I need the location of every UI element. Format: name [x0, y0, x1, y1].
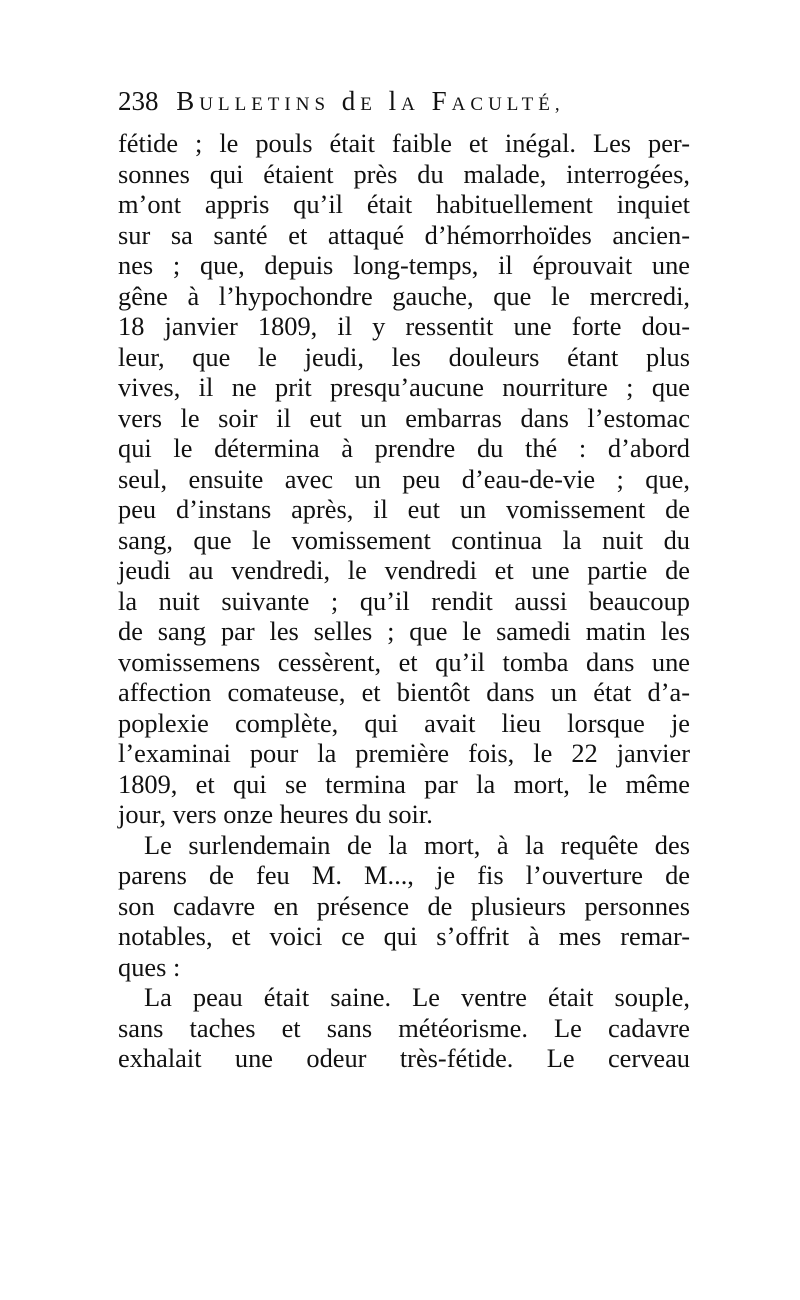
text-line: fétide ; le pouls était faible et inégal. Les per-	[118, 128, 690, 158]
text-line: vomissemens cessèrent, et qu’il tomba dans une	[118, 646, 690, 677]
text-line: poplexie complète, qui avait lieu lorsque je	[118, 707, 690, 738]
text-line: 1809, et qui se termina par la mort, le même	[118, 768, 690, 799]
text-line: vives, il ne prit presqu’aucune nourriture ; que	[118, 372, 690, 402]
text-line: la nuit suivante ; qu’il rendit aussi beaucoup	[118, 585, 690, 616]
text-line: sonnes qui étaient près du malade, interrogées,	[118, 158, 690, 189]
running-header	[118, 86, 678, 126]
text-line: peu d’instans après, il eut un vomissement de	[118, 494, 690, 524]
body-text	[118, 128, 690, 1074]
text-line: nes ; que, depuis long-temps, il éprouvait une	[118, 250, 690, 280]
text-line: parens de feu M. M..., je fis l’ouverture de	[118, 860, 690, 890]
text-line: leur, que le jeudi, les douleurs étant plus	[118, 341, 690, 372]
text-line: jour, vers onze heures du soir.	[118, 799, 433, 829]
page-number: 238	[118, 86, 159, 116]
text-line: affection comateuse, et bientôt dans un état d’a-	[118, 677, 690, 707]
text-line: ques :	[118, 951, 181, 982]
text-line: vers le soir il eut un embarras dans l’estomac	[118, 402, 690, 433]
text-line: sang, que le vomissement continua la nuit du	[118, 524, 690, 555]
text-line: m’ont appris qu’il était habituellement inquiet	[118, 189, 690, 219]
running-title: BULLETINS dE lA FACULTÉ,	[176, 86, 565, 116]
text-line: qui le détermina à prendre du thé : d’abord	[118, 433, 690, 463]
text-line: La peau était saine. Le ventre était souple,	[144, 982, 690, 1012]
text-line: seul, ensuite avec un peu d’eau-de-vie ; que,	[118, 463, 690, 494]
text-line: exhalait une odeur très-fétide. Le cerveau	[118, 1043, 690, 1073]
text-line: sur sa santé et attaqué d’hémorrhoïdes ancien-	[118, 219, 690, 250]
text-line: gêne à l’hypochondre gauche, que le mercredi,	[118, 280, 690, 311]
text-line: de sang par les selles ; que le samedi matin les	[118, 616, 690, 646]
text-line: son cadavre en présence de plusieurs personnes	[118, 890, 690, 921]
text-line: sans taches et sans météorisme. Le cadavre	[118, 1012, 690, 1043]
text-line: jeudi au vendredi, le vendredi et une partie de	[118, 555, 690, 585]
text-line: 18 janvier 1809, il y ressentit une forte dou-	[118, 311, 690, 341]
text-line: Le surlendemain de la mort, à la requête des	[144, 829, 690, 860]
text-line: notables, et voici ce qui s’offrit à mes remar-	[118, 921, 690, 951]
text-line: l’examinai pour la première fois, le 22 janvier	[118, 738, 690, 768]
